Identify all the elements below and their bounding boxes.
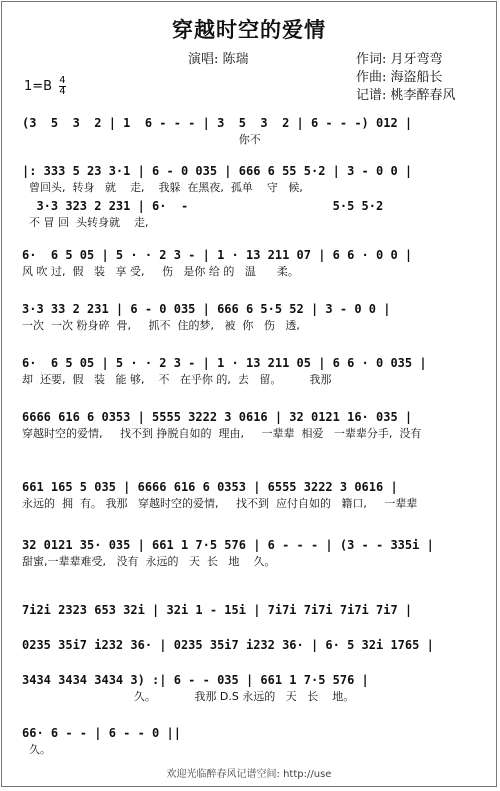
score-row-10: [22, 638, 482, 652]
lyric-line: 久。 我那 D.S 永远的 天 长 地。: [22, 690, 355, 703]
key-signature: [24, 76, 66, 97]
lyric-line: 久。: [22, 743, 51, 756]
singer-credit: 演唱: 陈瑞: [188, 52, 249, 67]
notation-line: 6666 616 6 0353 | 5555 3222 3 0616 | 32 0121 16· 035 |: [22, 410, 413, 424]
score-sheet: [1, 1, 497, 787]
score-row-4: [22, 302, 482, 332]
score-row-3: [22, 248, 482, 278]
lyric-line: 你不: [22, 133, 261, 146]
notation-line: 3·3 33 2 231 | 6 - 0 035 | 666 6 5·5 52 | 3 - 0 0 |: [22, 302, 391, 316]
score-row-11: [22, 673, 482, 703]
notation-line: 66· 6 - - | 6 - - 0 ||: [22, 726, 181, 740]
lyric-line: 却 还要, 假 装 能 够, 不 在乎你 的, 去 留。 我那: [22, 373, 332, 386]
notation-line: (3 5 3 2 | 1 6 - - - | 3 5 3 2 | 6 - - -) 012 |: [22, 116, 413, 130]
composer-credit: 作曲: 海盗船长: [356, 70, 443, 85]
lyric-line: 甜蜜,一辈辈难受, 没有 永远的 天 长 地 久。: [22, 555, 276, 568]
score-row-12: [22, 726, 482, 756]
transcriber-credit: 记谱: 桃李醉春风: [356, 88, 456, 103]
notation-line: 7i2i 2323 653 32i | 32i 1 - 15i | 7i7i 7i7i 7i7i 7i7 |: [22, 603, 413, 617]
score-row-9: [22, 603, 482, 617]
time-bottom: 4: [59, 86, 66, 97]
notation-line: 6· 6 5 05 | 5 · · 2 3 - | 1 · 13 211 07 | 6 6 · 0 0 |: [22, 248, 413, 262]
notation-line: 3·3 323 2 231 | 6· - 5·5 5·2: [22, 199, 384, 213]
time-top: 4: [59, 75, 66, 86]
song-title: 穿越时空的爱情: [172, 17, 326, 42]
lyric-line: 风 吹 过, 假 装 享 受, 伤 是你 给 的 温 柔。: [22, 265, 299, 278]
score-row-7: [22, 480, 482, 510]
lyric-line: 不 冒 回 头转身就 走,: [22, 216, 149, 229]
notation-line: 661 165 5 035 | 6666 616 6 0353 | 6555 3222 3 0616 |: [22, 480, 398, 494]
score-row-6: [22, 410, 482, 440]
notation-line: 0235 35i7 i232 36· | 0235 35i7 i232 36· | 6· 5 32i 1765 |: [22, 638, 434, 652]
score-row-2: [22, 164, 482, 194]
lyric-line: 永远的 拥 有。 我那 穿越时空的爱情, 找不到 应付自如的 籍口, 一辈辈: [22, 497, 418, 510]
site-footer: 欢迎光临醉春风记谱空间: http://use: [166, 769, 332, 780]
score-row-2-alt: [22, 199, 482, 229]
time-signature: [59, 76, 65, 97]
score-row-1: [22, 116, 482, 146]
notation-line: 32 0121 35· 035 | 661 1 7·5 576 | 6 - - - | (3 - - 335i |: [22, 538, 434, 552]
lyric-line: 曾回头, 转身 就 走, 我躲 在黑夜, 孤单 守 候,: [22, 181, 303, 194]
score-row-8: [22, 538, 482, 568]
notation-line: 6· 6 5 05 | 5 · · 2 3 - | 1 · 13 211 05 | 6 6 · 0 035 |: [22, 356, 427, 370]
notation-line: 3434 3434 3434 3) :| 6 - - 035 | 661 1 7·5 576 |: [22, 673, 369, 687]
key-label: 1=B: [24, 79, 53, 94]
notation-line: |: 333 5 23 3·1 | 6 - 0 035 | 666 6 55 5·2 | 3 - 0 0 |: [22, 164, 413, 178]
lyricist-credit: 作词: 月牙弯弯: [356, 52, 443, 67]
lyric-line: 一次 一次 粉身碎 骨, 抓不 住的梦, 被 你 伤 透,: [22, 319, 300, 332]
score-row-5: [22, 356, 482, 386]
lyric-line: 穿越时空的爱情, 找不到 挣脱自如的 理由, 一辈辈 相爱 一辈辈分手, 没有: [22, 427, 422, 440]
